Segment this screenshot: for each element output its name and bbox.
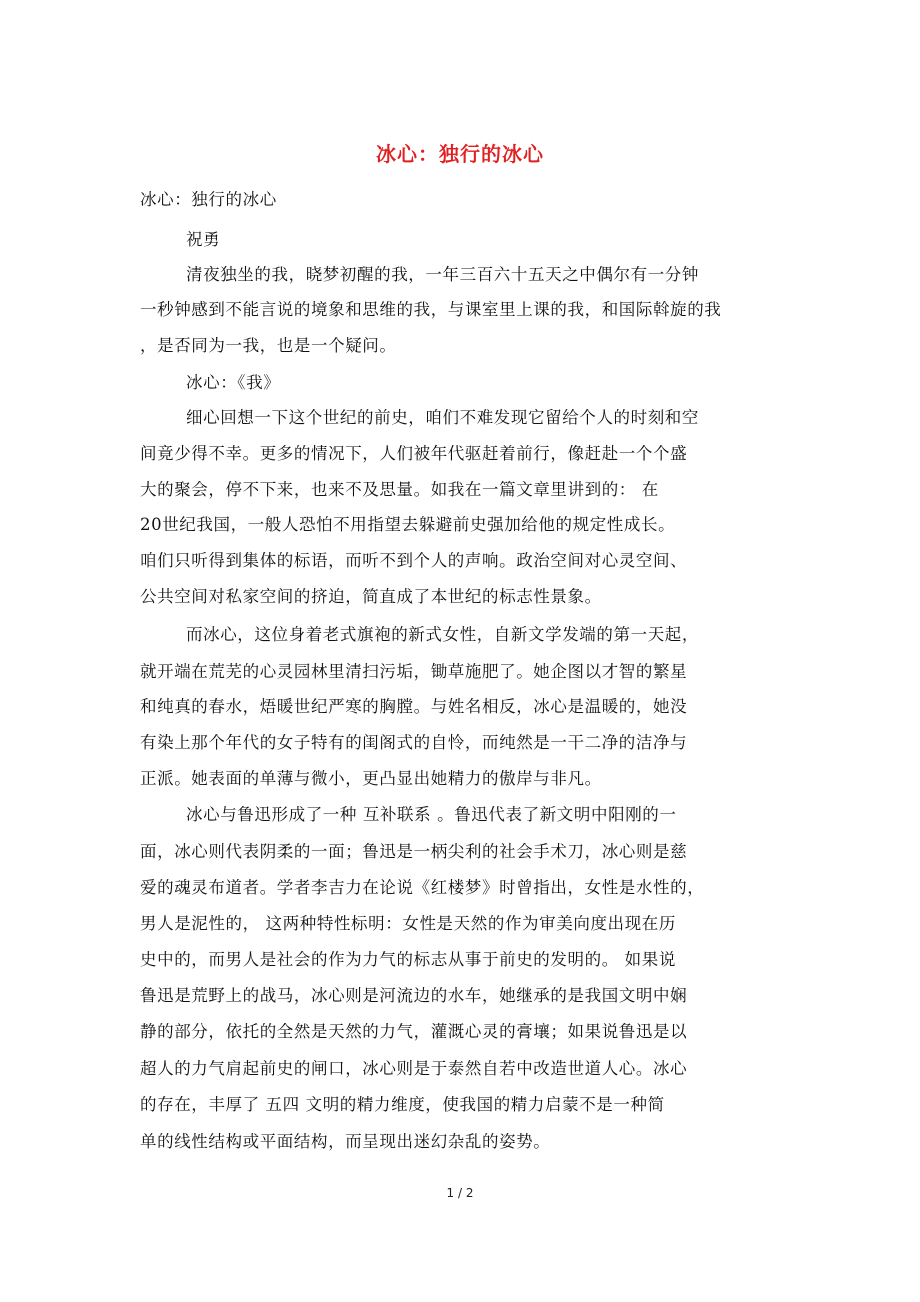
paragraph-line: 20世纪我国，一般人恐怕不用指望去躲避前史强加给他的规定性成长。 [140, 515, 676, 534]
quote-line: 清夜独坐的我，晓梦初醒的我，一年三百六十五天之中偶尔有一分钟 [186, 265, 699, 284]
quote-source-line: 冰心：《我》 [186, 373, 281, 392]
heading-line: 冰心：独行的冰心 [140, 190, 277, 209]
paragraph-line: 和纯真的春水，焐暖世纪严寒的胸膛。与姓名相反，冰心是温暖的，她没 [140, 697, 688, 716]
paragraph-line: 鲁迅是荒野上的战马，冰心则是河流边的水车，她继承的是我国文明中娴 [140, 986, 688, 1005]
page-number: 1 / 2 [446, 1186, 474, 1200]
quote-line: ，是否同为一我，也是一个疑问。 [140, 336, 397, 355]
paragraph-line: 面，冰心则代表阴柔的一面；鲁迅是一柄尖利的社会手术刀，冰心则是慈 [140, 842, 688, 861]
paragraph-line: 有染上那个年代的女子特有的闺阁式的自怜，而纯然是一干二净的洁净与 [140, 733, 688, 752]
paragraph-line: 就开端在荒芜的心灵园林里清扫污垢，锄草施肥了。她企图以才智的繁星 [140, 662, 688, 681]
paragraph-line: 间竟少得不幸。更多的情况下，人们被年代驱赶着前行，像赶赴一个个盛 [140, 444, 688, 463]
paragraph-line: 大的聚会，停不下来，也来不及思量。如我在一篇文章里讲到的： 在 [140, 480, 659, 499]
paragraph-line: 咱们只听得到集体的标语，而听不到个人的声响。政治空间对心灵空间、 [140, 551, 688, 570]
paragraph-line: 公共空间对私家空间的挤迫，简直成了本世纪的标志性景象。 [140, 587, 602, 606]
paragraph-line: 超人的力气肩起前史的闸口，冰心则是于泰然自若中改造世道人心。冰心 [140, 1059, 688, 1078]
paragraph-line: 的存在，丰厚了 五四 文明的精力维度，使我国的精力启蒙不是一种简 [140, 1095, 665, 1114]
paragraph-line: 史中的，而男人是社会的作为力气的标志从事于前史的发明的。 如果说 [140, 950, 676, 969]
paragraph-line: 冰心与鲁迅形成了一种 互补联系 。鲁迅代表了新文明中阳刚的一 [186, 805, 677, 824]
paragraph-line: 静的部分，依托的全然是天然的力气，灌溉心灵的膏壤；如果说鲁迅是以 [140, 1022, 688, 1041]
paragraph-line: 爱的魂灵布道者。学者李吉力在论说《红楼梦》时曾指出，女性是水性的， [140, 878, 705, 897]
quote-line: 一秒钟感到不能言说的境象和思维的我，与课室里上课的我，和国际斡旋的我 [140, 300, 722, 319]
paragraph-line: 单的线性结构或平面结构，而呈现出迷幻杂乱的姿势。 [140, 1132, 551, 1151]
document-title: 冰心：独行的冰心 [376, 142, 544, 166]
paragraph-line: 正派。她表面的单薄与微小，更凸显出她精力的傲岸与非凡。 [140, 769, 602, 788]
author-line: 祝勇 [186, 230, 221, 249]
paragraph-line: 而冰心，这位身着老式旗袍的新式女性，自新文学发端的第一天起， [186, 625, 699, 644]
paragraph-line: 细心回想一下这个世纪的前史，咱们不难发现它留给个人的时刻和空 [186, 408, 699, 427]
paragraph-line: 男人是泥性的， 这两种特性标明：女性是天然的作为审美向度出现在历 [140, 914, 676, 933]
